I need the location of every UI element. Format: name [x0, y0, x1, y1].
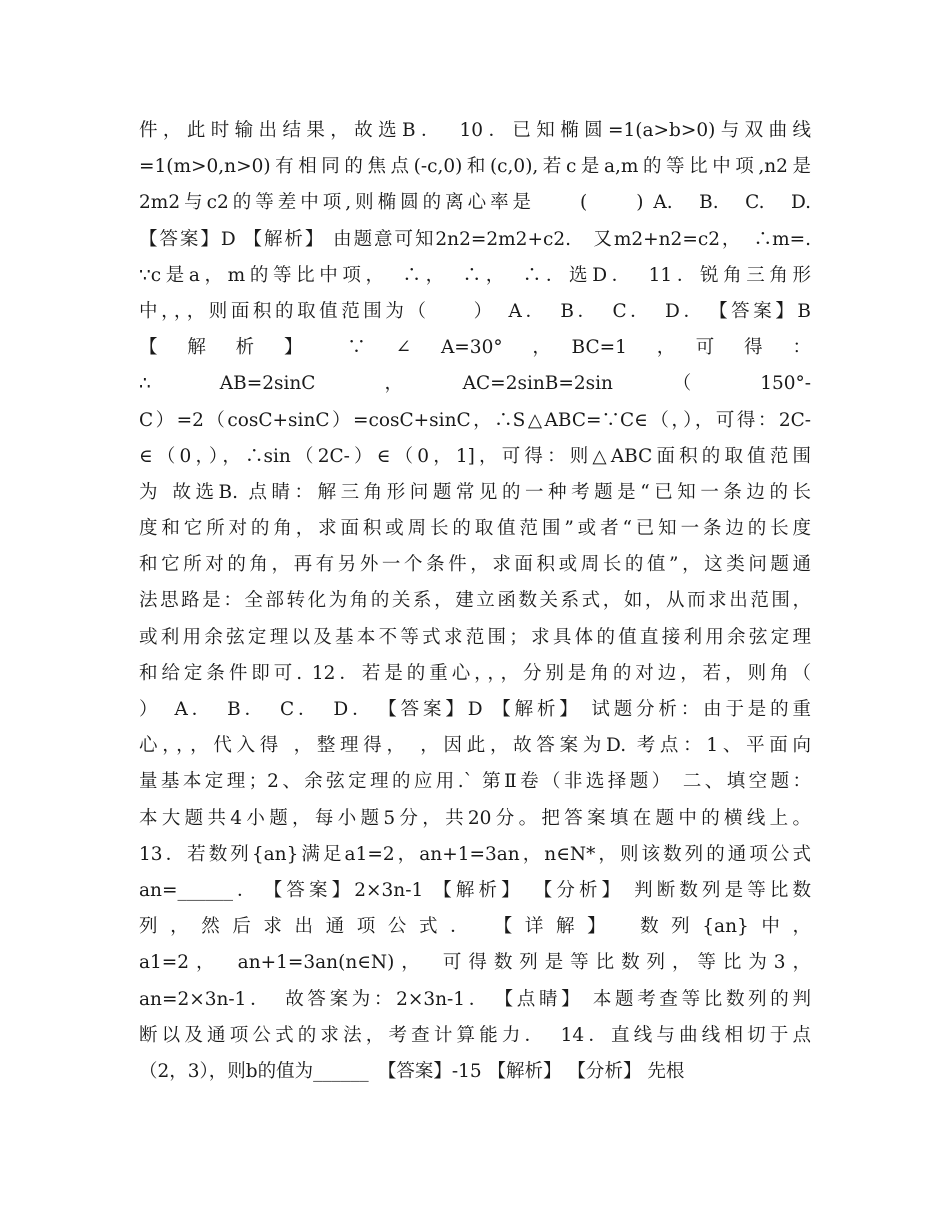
text-line: 度和它所对的角，求面积或周长的取值范围”或者“已知一条边的长度: [139, 518, 811, 540]
text-line: 【答案】D 【解析】 由题意可知2n2=2m2+c2. 又m2+n2=c2， ∴m=.: [139, 228, 811, 250]
text-line: 和它所对的角，再有另外一个条件，求面积或周长的值”，这类问题通: [139, 554, 811, 576]
text-line: 心，，，代入得 ，整理得， ，因此，故答案为D. 考点：1、平面向: [139, 735, 811, 757]
text-line: ） A． B． C． D． 【答案】D 【解析】 试题分析：由于是的重: [139, 699, 811, 720]
text-line: 量基本定理；2、余弦定理的应用.` 第Ⅱ卷（非选择题） 二、填空题：: [139, 771, 811, 793]
text-line: an=______． 【答案】2×3n-1 【解析】 【分析】 判断数列是等比数: [139, 879, 811, 901]
text-line: 13．若数列{an}满足a1=2，an+1=3an，n∈N*，则该数列的通项公式: [139, 843, 811, 865]
text-line: =1(m>0,n>0)有相同的焦点(-c,0)和(c,0),若c是a,m的等比中项,n2是: [139, 156, 811, 178]
document-body: [139, 113, 811, 1090]
text-line: ∈（0，），∴sin（2C-）∈（0，1]，可得：则△ABC面积的取值范围: [139, 445, 811, 467]
text-line: 【 解 析 】 ∵ ∠ A=30° ， BC=1 ， 可 得 ：: [139, 337, 811, 359]
text-line: a1=2， an+1=3an(n∈N)， 可得数列是等比数列，等比为3，: [139, 952, 811, 974]
text-line: 法思路是：全部转化为角的关系，建立函数关系式，如，从而求出范围，: [139, 590, 811, 612]
text-line: ∴ AB=2sinC ， AC=2sinB=2sin （ 150°-: [139, 373, 811, 395]
text-line: 或利用余弦定理以及基本不等式求范围；求具体的值直接利用余弦定理: [139, 626, 811, 648]
text-line: C）=2（cosC+sinC）=cosC+sinC，∴S△ABC=∵C∈（，），可得：2C-: [139, 409, 811, 431]
text-line: 件，此时输出结果，故选B． 10．已知椭圆=1(a>b>0)与双曲线: [139, 120, 811, 141]
text-line: 和给定条件即可. 12．若是的重心，，，分别是角的对边，若，则角（: [139, 662, 811, 684]
text-line: 为 故选B. 点睛：解三角形问题常见的一种考题是“已知一条边的长: [139, 481, 811, 503]
text-line: 断以及通项公式的求法，考查计算能力． 14．直线与曲线相切于点: [139, 1024, 811, 1046]
text-line: （2，3），则b的值为______ 【答案】-15 【解析】 【分析】 先根: [139, 1060, 685, 1082]
text-line: 2m2与c2的等差中项,则椭圆的离心率是 ( ) A. B. C. D.: [139, 192, 811, 214]
text-line: 列，然后求出通项公式． 【详解】 数列{an}中，: [139, 916, 811, 938]
text-line: an=2×3n-1． 故答案为：2×3n-1． 【点睛】 本题考查等比数列的判: [139, 988, 811, 1010]
text-line: 本大题共4小题，每小题5分，共20分。把答案填在题中的横线上。: [139, 807, 811, 829]
text-line: ∵c是a，m的等比中项， ∴， ∴， ∴．选D． 11．锐角三角形: [139, 264, 811, 286]
text-line: 中，，，则面积的取值范围为（ ） A． B． C． D． 【答案】B: [139, 300, 811, 322]
